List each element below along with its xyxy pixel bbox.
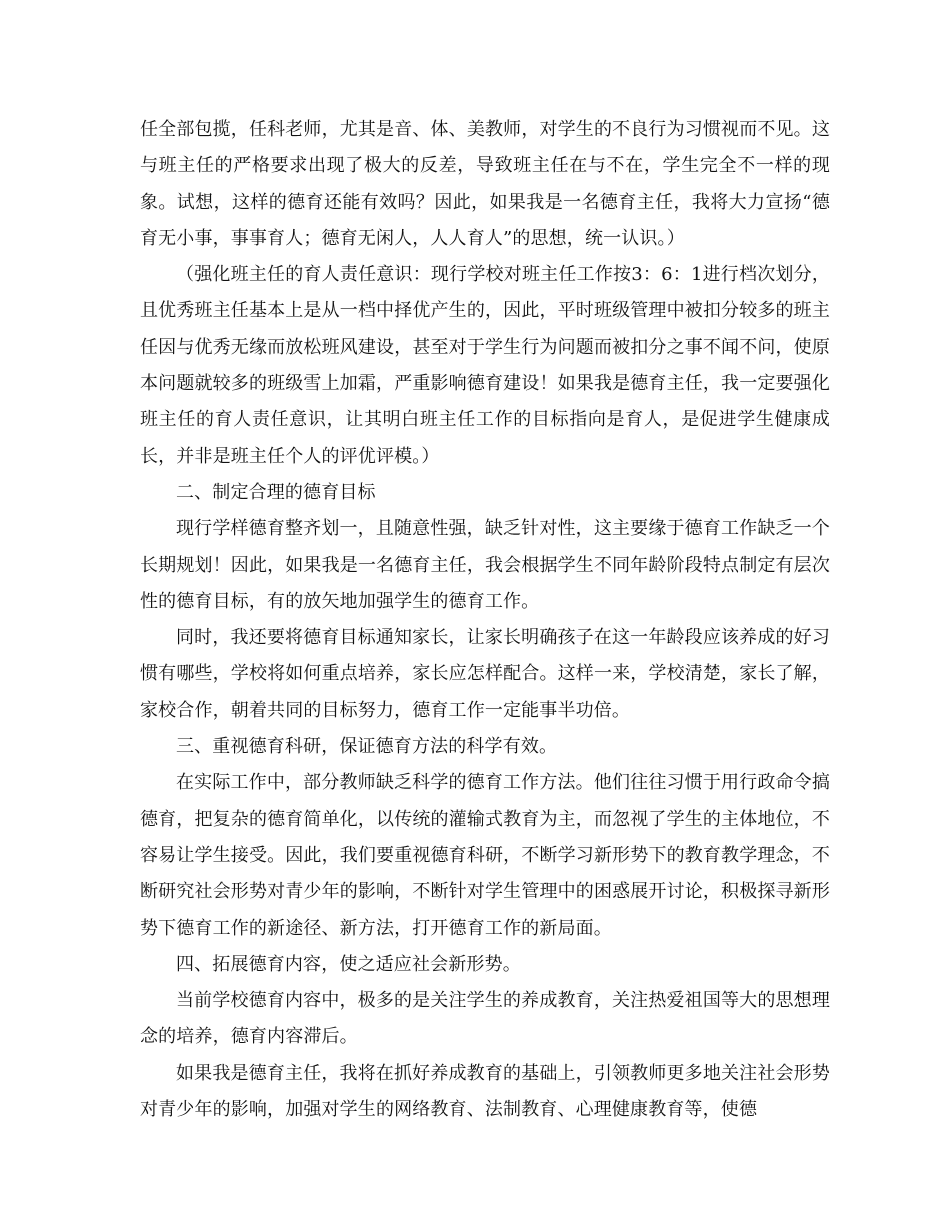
paragraph-research: 在实际工作中，部分教师缺乏科学的德育工作方法。他们往往习惯于用行政命令搞德育，把复杂的德育简单化，以传统的灌输式教育为主，而忽视了学生的主体地位，不容易让学生接受。因此，我们要重视德育科研，不断学习新形势下的教育教学理念，不断研究社会形势对青少年的影响，不断针对学生管理中的困惑展开讨论，积极探寻新形势下德育工作的新途径、新方法，打开德育工作的新局面。 <box>140 772 830 939</box>
section-heading-3: 三、重视德育科研，保证德育方法的科学有效。 <box>176 736 558 758</box>
section-heading-2: 二、制定合理的德育目标 <box>176 481 376 503</box>
paragraph-content-plan: 如果我是德育主任，我将在抓好养成教育的基础上，引领教师更多地关注社会形势对青少年的影响，加强对学生的网络教育、法制教育、心理健康教育等，使德 <box>140 1062 830 1121</box>
paragraph-goals: 现行学样德育整齐划一，且随意性强，缺乏针对性，这主要缘于德育工作缺乏一个长期规划！因此，如果我是一名德育主任，我会根据学生不同年龄阶段特点制定有层次性的德育目标，有的放矢地加强学生的德育工作。 <box>140 518 830 612</box>
section-heading-4: 四、拓展德育内容，使之适应社会新形势。 <box>176 953 521 975</box>
paragraph-homeroom-responsibility: （强化班主任的育人责任意识：现行学校对班主任工作按3：6：1进行档次划分，且优秀班主任基本上是从一档中择优产生的，因此，平时班级管理中被扣分较多的班主任因与优秀无缘而放松班风建设，甚至对于学生行为问题而被扣分之事不闻不问，使原本问题就较多的班级雪上加霜，严重影响德育建设！如果我是德育主任，我一定要强化班主任的育人责任意识，让其明白班主任工作的目标指向是育人，是促进学生健康成长，并非是班主任个人的评优评模。） <box>140 264 830 467</box>
paragraph-continuation: 任全部包揽，任科老师，尤其是音、体、美教师，对学生的不良行为习惯视而不见。这与班主任的严格要求出现了极大的反差，导致班主任在与不在，学生完全不一样的现象。试想，这样的德育还能有效吗？因此，如果我是一名德育主任，我将大力宣扬“德育无小事，事事育人；德育无闲人，人人育人”的思想，统一认识。） <box>140 119 830 249</box>
document-body <box>140 112 830 1128</box>
paragraph-content-current: 当前学校德育内容中，极多的是关注学生的养成教育，关注热爱祖国等大的思想理念的培养，德育内容滞后。 <box>140 990 830 1048</box>
paragraph-parents: 同时，我还要将德育目标通知家长，让家长明确孩子在这一年龄段应该养成的好习惯有哪些，学校将如何重点培养，家长应怎样配合。这样一来，学校清楚，家长了解，家校合作，朝着共同的目标努力，德育工作一定能事半功倍。 <box>140 627 830 721</box>
